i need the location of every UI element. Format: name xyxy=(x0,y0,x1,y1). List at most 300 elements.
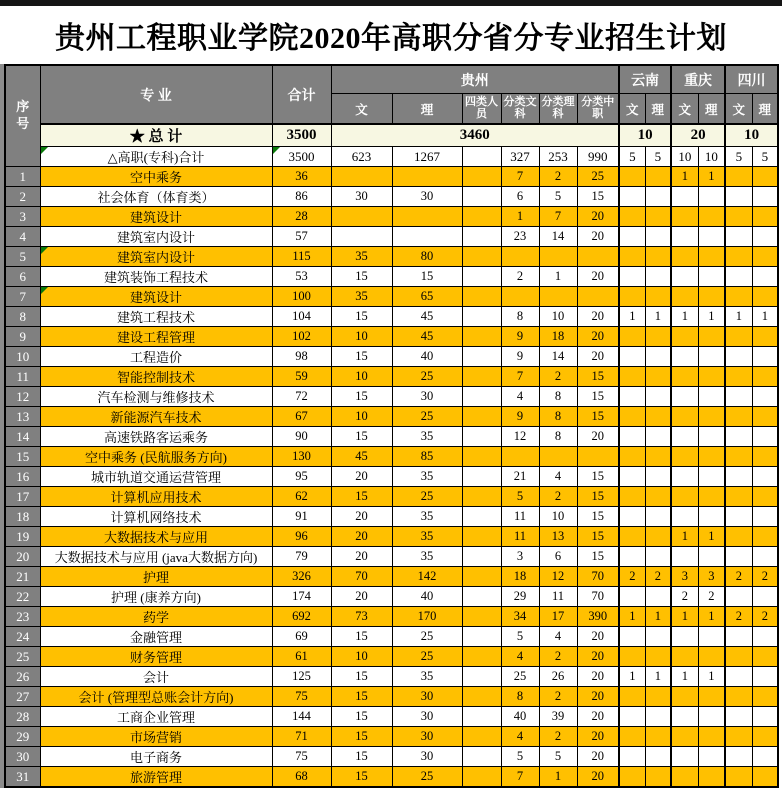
value-cell: 2 xyxy=(698,587,725,607)
value-cell: 1 xyxy=(501,207,539,227)
value-cell: 4 xyxy=(539,627,577,647)
value-cell xyxy=(577,287,619,307)
value-cell: 14 xyxy=(539,227,577,247)
major-name-cell: 建筑室内设计 xyxy=(40,227,272,247)
value-cell: 170 xyxy=(392,607,462,627)
value-cell xyxy=(725,187,752,207)
major-name-cell: 空中乘务 (民航服务方向) xyxy=(40,447,272,467)
value-cell xyxy=(462,467,501,487)
value-cell: 1 xyxy=(619,307,645,327)
row-number-cell: 17 xyxy=(5,487,40,507)
value-cell: 45 xyxy=(392,307,462,327)
col-header-gz-wen: 文 xyxy=(331,94,392,125)
col-header-gz-flzz: 分类中职 xyxy=(577,94,619,125)
value-cell xyxy=(619,587,645,607)
value-cell xyxy=(671,687,698,707)
col-header-yn-li: 理 xyxy=(645,94,671,125)
value-cell: 990 xyxy=(577,147,619,167)
value-cell: 8 xyxy=(501,307,539,327)
value-cell xyxy=(698,247,725,267)
value-cell: 8 xyxy=(539,427,577,447)
value-cell: 59 xyxy=(272,367,331,387)
value-cell: 4 xyxy=(501,647,539,667)
value-cell: 20 xyxy=(577,627,619,647)
value-cell: 5 xyxy=(539,747,577,767)
value-cell xyxy=(752,707,778,727)
value-cell xyxy=(539,247,577,267)
value-cell xyxy=(501,247,539,267)
value-cell xyxy=(725,327,752,347)
major-name-cell: 护理 (康养方向) xyxy=(40,587,272,607)
value-cell xyxy=(698,347,725,367)
value-cell xyxy=(645,487,671,507)
value-cell: 4 xyxy=(501,727,539,747)
major-name-cell: 建设工程管理 xyxy=(40,327,272,347)
value-cell xyxy=(645,747,671,767)
value-cell: 15 xyxy=(577,487,619,507)
value-cell: 75 xyxy=(272,687,331,707)
value-cell: 96 xyxy=(272,527,331,547)
value-cell: 20 xyxy=(577,227,619,247)
value-cell xyxy=(462,647,501,667)
value-cell: 57 xyxy=(272,227,331,247)
value-cell xyxy=(725,547,752,567)
value-cell: 1 xyxy=(645,667,671,687)
grand-total-yunnan: 10 xyxy=(619,124,671,147)
value-cell xyxy=(698,327,725,347)
value-cell xyxy=(462,487,501,507)
value-cell: 30 xyxy=(392,727,462,747)
major-name-cell: 建筑设计 xyxy=(40,207,272,227)
value-cell: 40 xyxy=(501,707,539,727)
value-cell: 70 xyxy=(577,567,619,587)
value-cell xyxy=(577,247,619,267)
col-header-sc-li: 理 xyxy=(752,94,778,125)
value-cell xyxy=(725,267,752,287)
value-cell xyxy=(698,187,725,207)
header-row-groups xyxy=(5,65,778,94)
value-cell xyxy=(671,647,698,667)
value-cell: 18 xyxy=(539,327,577,347)
col-group-yunnan: 云南 xyxy=(619,65,671,94)
value-cell: 10 xyxy=(539,307,577,327)
value-cell: 30 xyxy=(392,187,462,207)
row-number-cell: 29 xyxy=(5,727,40,747)
value-cell: 25 xyxy=(392,367,462,387)
value-cell: 70 xyxy=(331,567,392,587)
value-cell xyxy=(671,547,698,567)
value-cell xyxy=(725,687,752,707)
value-cell: 45 xyxy=(392,327,462,347)
value-cell: 20 xyxy=(577,727,619,747)
value-cell: 2 xyxy=(671,587,698,607)
value-cell xyxy=(619,247,645,267)
value-cell xyxy=(725,167,752,187)
value-cell: 26 xyxy=(539,667,577,687)
value-cell: 28 xyxy=(272,207,331,227)
value-cell: 12 xyxy=(539,567,577,587)
value-cell xyxy=(619,427,645,447)
value-cell: 7 xyxy=(501,367,539,387)
value-cell: 15 xyxy=(331,387,392,407)
value-cell xyxy=(619,687,645,707)
value-cell xyxy=(752,647,778,667)
col-group-sichuan: 四川 xyxy=(725,65,778,94)
value-cell: 15 xyxy=(331,307,392,327)
col-header-yn-wen: 文 xyxy=(619,94,645,125)
value-cell: 79 xyxy=(272,547,331,567)
major-name-cell: 金融管理 xyxy=(40,627,272,647)
value-cell: 1 xyxy=(671,667,698,687)
value-cell: 15 xyxy=(577,547,619,567)
value-cell: 75 xyxy=(272,747,331,767)
value-cell: 29 xyxy=(501,587,539,607)
row-number-cell: 2 xyxy=(5,187,40,207)
value-cell xyxy=(462,407,501,427)
table-row xyxy=(5,387,778,407)
value-cell: 30 xyxy=(392,747,462,767)
col-header-cq-li: 理 xyxy=(698,94,725,125)
value-cell: 1 xyxy=(698,307,725,327)
value-cell: 9 xyxy=(501,407,539,427)
row-number-cell: 5 xyxy=(5,247,40,267)
value-cell xyxy=(645,267,671,287)
value-cell xyxy=(577,447,619,467)
table-row xyxy=(5,627,778,647)
value-cell xyxy=(671,727,698,747)
grand-total-chongqing: 20 xyxy=(671,124,725,147)
major-name-cell: 空中乘务 xyxy=(40,167,272,187)
value-cell: 85 xyxy=(392,447,462,467)
value-cell: 3 xyxy=(501,547,539,567)
major-name-cell: 护理 xyxy=(40,567,272,587)
major-name-cell: 电子商务 xyxy=(40,747,272,767)
value-cell: 10 xyxy=(539,507,577,527)
value-cell: 86 xyxy=(272,187,331,207)
table-row xyxy=(5,347,778,367)
value-cell: 1 xyxy=(539,767,577,788)
value-cell: 327 xyxy=(501,147,539,167)
table-row xyxy=(5,727,778,747)
seq-header-label: 序号 xyxy=(16,99,30,131)
value-cell: 7 xyxy=(501,767,539,788)
table-row xyxy=(5,307,778,327)
value-cell xyxy=(462,607,501,627)
value-cell: 53 xyxy=(272,267,331,287)
value-cell: 30 xyxy=(392,707,462,727)
row-number-cell: 9 xyxy=(5,327,40,347)
value-cell: 15 xyxy=(577,527,619,547)
value-cell xyxy=(725,287,752,307)
major-name-cell: 社会体育（体育类） xyxy=(40,187,272,207)
col-header-gz-flwk: 分类文科 xyxy=(501,94,539,125)
value-cell xyxy=(462,227,501,247)
value-cell: 15 xyxy=(331,747,392,767)
value-cell xyxy=(619,467,645,487)
value-cell xyxy=(462,687,501,707)
col-header-seq xyxy=(5,65,40,167)
value-cell xyxy=(619,227,645,247)
value-cell xyxy=(392,167,462,187)
value-cell: 20 xyxy=(331,527,392,547)
value-cell xyxy=(619,367,645,387)
value-cell: 623 xyxy=(331,147,392,167)
row-number-cell: 26 xyxy=(5,667,40,687)
row-number-cell: 11 xyxy=(5,367,40,387)
table-row xyxy=(5,607,778,627)
value-cell xyxy=(752,367,778,387)
value-cell: 20 xyxy=(577,707,619,727)
value-cell xyxy=(671,287,698,307)
value-cell xyxy=(752,387,778,407)
value-cell: 11 xyxy=(501,527,539,547)
value-cell xyxy=(698,767,725,788)
value-cell: 62 xyxy=(272,487,331,507)
value-cell: 95 xyxy=(272,467,331,487)
value-cell: 25 xyxy=(577,167,619,187)
value-cell: 7 xyxy=(501,167,539,187)
value-cell: 20 xyxy=(577,267,619,287)
value-cell: 20 xyxy=(577,747,619,767)
table-row xyxy=(5,687,778,707)
row-number-cell: 19 xyxy=(5,527,40,547)
value-cell: 10 xyxy=(331,407,392,427)
value-cell xyxy=(671,767,698,788)
major-name-cell: 汽车检测与维修技术 xyxy=(40,387,272,407)
value-cell: 3 xyxy=(698,567,725,587)
value-cell: 39 xyxy=(539,707,577,727)
value-cell: 36 xyxy=(272,167,331,187)
row-number-cell: 24 xyxy=(5,627,40,647)
value-cell xyxy=(645,407,671,427)
value-cell: 30 xyxy=(331,187,392,207)
value-cell xyxy=(698,507,725,527)
value-cell: 23 xyxy=(501,227,539,247)
value-cell xyxy=(462,387,501,407)
value-cell xyxy=(671,187,698,207)
value-cell: 2 xyxy=(619,567,645,587)
value-cell xyxy=(752,267,778,287)
value-cell xyxy=(725,387,752,407)
table-row xyxy=(5,267,778,287)
table-row xyxy=(5,207,778,227)
row-number-cell: 12 xyxy=(5,387,40,407)
value-cell: 73 xyxy=(331,607,392,627)
table-row xyxy=(5,227,778,247)
value-cell xyxy=(619,387,645,407)
major-name-cell: 财务管理 xyxy=(40,647,272,667)
value-cell: 35 xyxy=(392,667,462,687)
value-cell: 104 xyxy=(272,307,331,327)
value-cell: 15 xyxy=(577,507,619,527)
value-cell xyxy=(462,167,501,187)
value-cell: 15 xyxy=(331,727,392,747)
value-cell xyxy=(698,487,725,507)
value-cell xyxy=(752,587,778,607)
value-cell xyxy=(725,507,752,527)
value-cell xyxy=(725,447,752,467)
major-name-cell: 计算机应用技术 xyxy=(40,487,272,507)
value-cell xyxy=(462,767,501,788)
value-cell xyxy=(752,687,778,707)
value-cell: 10 xyxy=(671,147,698,167)
value-cell xyxy=(645,247,671,267)
value-cell xyxy=(645,287,671,307)
major-name-cell: 药学 xyxy=(40,607,272,627)
value-cell xyxy=(462,447,501,467)
value-cell xyxy=(619,707,645,727)
value-cell xyxy=(462,747,501,767)
major-name-cell: 智能控制技术 xyxy=(40,367,272,387)
value-cell: 61 xyxy=(272,647,331,667)
value-cell xyxy=(725,407,752,427)
value-cell xyxy=(725,747,752,767)
value-cell xyxy=(671,747,698,767)
value-cell xyxy=(671,387,698,407)
value-cell: 1 xyxy=(671,307,698,327)
col-header-gz-li: 理 xyxy=(392,94,462,125)
value-cell xyxy=(462,507,501,527)
table-row xyxy=(5,767,778,788)
value-cell xyxy=(645,187,671,207)
value-cell: 102 xyxy=(272,327,331,347)
value-cell: 20 xyxy=(331,587,392,607)
value-cell: 9 xyxy=(501,347,539,367)
value-cell: 15 xyxy=(331,347,392,367)
value-cell xyxy=(752,467,778,487)
value-cell: 692 xyxy=(272,607,331,627)
value-cell xyxy=(698,547,725,567)
value-cell: 35 xyxy=(331,247,392,267)
value-cell: 30 xyxy=(392,687,462,707)
value-cell: 11 xyxy=(539,587,577,607)
table-row xyxy=(5,567,778,587)
value-cell xyxy=(752,167,778,187)
col-group-guizhou: 贵州 xyxy=(331,65,619,94)
table-row xyxy=(5,167,778,187)
value-cell xyxy=(462,327,501,347)
value-cell xyxy=(462,367,501,387)
value-cell xyxy=(752,487,778,507)
value-cell xyxy=(331,207,392,227)
value-cell xyxy=(698,267,725,287)
value-cell: 17 xyxy=(539,607,577,627)
value-cell: 35 xyxy=(392,527,462,547)
value-cell: 5 xyxy=(619,147,645,167)
value-cell: 174 xyxy=(272,587,331,607)
major-name-cell: 大数据技术与应用 xyxy=(40,527,272,547)
value-cell: 2 xyxy=(539,487,577,507)
value-cell: 15 xyxy=(331,487,392,507)
value-cell: 2 xyxy=(539,167,577,187)
col-header-sc-wen: 文 xyxy=(725,94,752,125)
value-cell: 45 xyxy=(331,447,392,467)
value-cell xyxy=(331,167,392,187)
value-cell xyxy=(462,547,501,567)
value-cell: 10 xyxy=(331,647,392,667)
value-cell: 2 xyxy=(752,567,778,587)
value-cell: 25 xyxy=(392,487,462,507)
value-cell: 30 xyxy=(392,387,462,407)
value-cell: 1 xyxy=(671,607,698,627)
value-cell: 20 xyxy=(577,687,619,707)
value-cell: 1 xyxy=(698,667,725,687)
value-cell xyxy=(645,327,671,347)
value-cell xyxy=(462,627,501,647)
value-cell xyxy=(671,447,698,467)
value-cell: 15 xyxy=(577,367,619,387)
value-cell: 15 xyxy=(331,627,392,647)
col-header-gz-silei: 四类人员 xyxy=(462,94,501,125)
col-group-chongqing: 重庆 xyxy=(671,65,725,94)
major-name-cell: 新能源汽车技术 xyxy=(40,407,272,427)
value-cell xyxy=(725,587,752,607)
value-cell xyxy=(698,727,725,747)
value-cell xyxy=(645,767,671,788)
value-cell xyxy=(462,667,501,687)
value-cell xyxy=(619,267,645,287)
value-cell xyxy=(671,367,698,387)
value-cell: 253 xyxy=(539,147,577,167)
value-cell xyxy=(619,407,645,427)
value-cell: 6 xyxy=(539,547,577,567)
value-cell: 35 xyxy=(392,467,462,487)
col-header-major: 专 业 xyxy=(40,65,272,124)
value-cell: 68 xyxy=(272,767,331,788)
value-cell: 1 xyxy=(645,607,671,627)
value-cell xyxy=(619,507,645,527)
value-cell: 2 xyxy=(539,727,577,747)
row-number-cell: 7 xyxy=(5,287,40,307)
row-number-cell: 14 xyxy=(5,427,40,447)
value-cell xyxy=(698,627,725,647)
row-number-cell: 31 xyxy=(5,767,40,788)
value-cell xyxy=(752,547,778,567)
value-cell xyxy=(671,247,698,267)
value-cell xyxy=(645,227,671,247)
value-cell xyxy=(725,207,752,227)
value-cell xyxy=(698,447,725,467)
value-cell xyxy=(671,227,698,247)
value-cell: 20 xyxy=(577,767,619,788)
value-cell xyxy=(725,707,752,727)
value-cell: 2 xyxy=(501,267,539,287)
value-cell xyxy=(619,767,645,788)
value-cell xyxy=(752,747,778,767)
value-cell xyxy=(645,207,671,227)
value-cell: 2 xyxy=(645,567,671,587)
value-cell: 20 xyxy=(577,427,619,447)
value-cell: 40 xyxy=(392,347,462,367)
value-cell: 5 xyxy=(645,147,671,167)
value-cell: 13 xyxy=(539,527,577,547)
value-cell: 5 xyxy=(501,627,539,647)
table-row xyxy=(5,647,778,667)
value-cell xyxy=(698,687,725,707)
major-name-cell: 建筑设计 xyxy=(40,287,272,307)
value-cell xyxy=(619,527,645,547)
value-cell: 4 xyxy=(501,387,539,407)
value-cell xyxy=(645,387,671,407)
value-cell: 15 xyxy=(331,687,392,707)
value-cell xyxy=(752,767,778,788)
value-cell xyxy=(619,287,645,307)
value-cell xyxy=(752,347,778,367)
value-cell xyxy=(462,587,501,607)
value-cell: 35 xyxy=(392,507,462,527)
value-cell: 15 xyxy=(331,667,392,687)
value-cell: 144 xyxy=(272,707,331,727)
